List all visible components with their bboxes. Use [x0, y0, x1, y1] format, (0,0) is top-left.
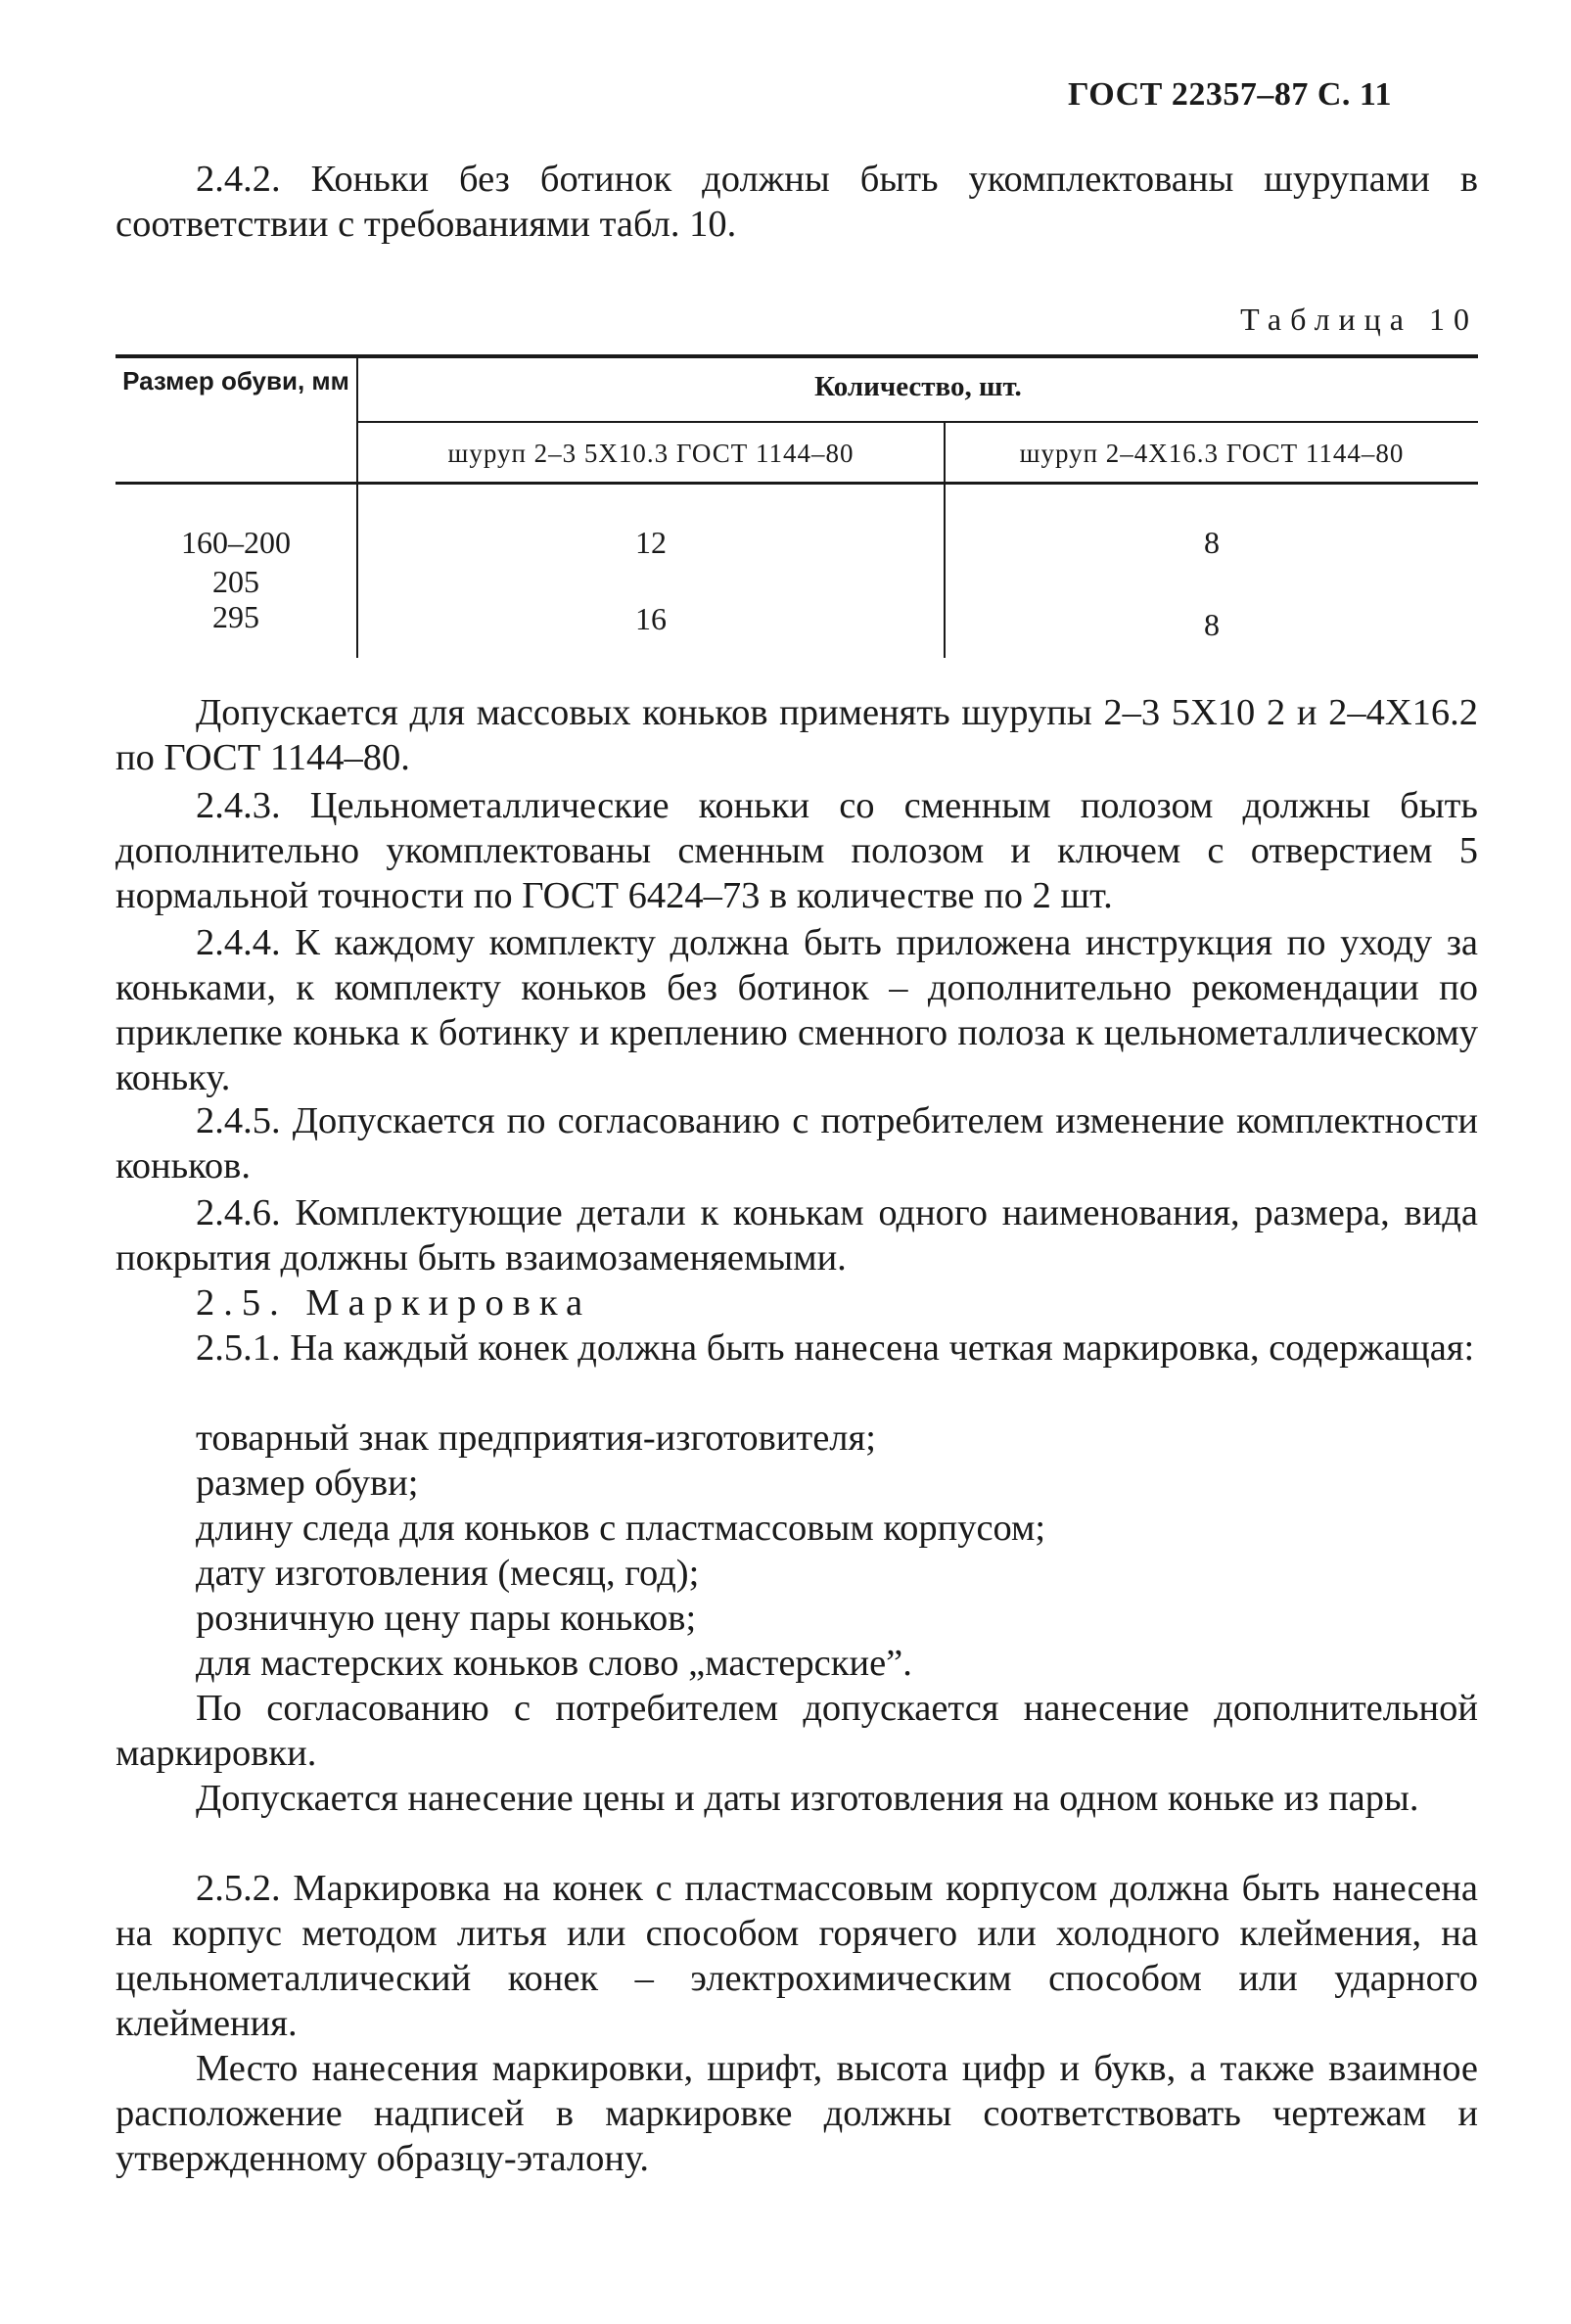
row-screw-b: 8 — [1204, 525, 1220, 560]
section-title-marking: 2.5. Маркировка — [196, 1282, 592, 1324]
running-header: ГОСТ 22357–87 С. 11 — [1067, 76, 1392, 113]
paragraph-2-4-3: 2.4.3. Цельнометаллические коньки со сменным полозом должны быть дополнительно укомплектованы сменным полозом и ключем с отверстием 5 нормальной точности по ГОСТ 6424–73 в количестве по 2 шт. — [116, 785, 1478, 916]
paragraph-2-4-2: 2.4.2. Коньки без ботинок должны быть укомплектованы шурупами в соответствии с требованиями табл. 10. — [116, 159, 1478, 245]
header-size: Размер обуви, мм — [122, 366, 349, 395]
paragraph-2-5-2: 2.5.2. Маркировка на конек с пластмассовым корпусом должна быть нанесена на корпус методом литья или способом горячего или холодного клеймения, на цельнометаллический конек – электрохимическим способом или ударного клеймения. — [116, 1868, 1478, 2044]
row-screw-a: 12 — [635, 525, 667, 560]
paragraph-note-screws: Допускается для массовых коньков применять шурупы 2–3 5Х10 2 и 2–4Х16.2 по ГОСТ 1144–80. — [116, 692, 1478, 778]
row-screw-b: 8 — [1204, 607, 1220, 642]
paragraph-2-5-1: 2.5.1. На каждый конек должна быть нанесена четкая маркировка, содержащая: — [196, 1327, 1475, 1369]
paragraph-price-date: Допускается нанесение цены и даты изготовления на одном коньке из пары. — [196, 1778, 1419, 1819]
marking-list-item: размер обуви; — [196, 1463, 419, 1504]
table-caption: Таблица 10 — [1240, 302, 1478, 337]
paragraph-2-4-6: 2.4.6. Комплектующие детали к конькам одного наименования, размера, вида покрытия должны быть взаимозаменяемыми. — [116, 1192, 1478, 1278]
row-size: 160–200 — [181, 525, 291, 560]
header-screw-a: шуруп 2–3 5Х10.3 ГОСТ 1144–80 — [447, 439, 855, 468]
marking-list-item: розничную цену пары коньков; — [196, 1598, 697, 1639]
marking-list-item: длину следа для коньков с пластмассовым корпусом; — [196, 1508, 1046, 1549]
header-quantity: Количество, шт. — [814, 371, 1022, 402]
marking-list-item: товарный знак предприятия-изготовителя; — [196, 1418, 876, 1459]
paragraph-2-4-5: 2.4.5. Допускается по согласованию с потребителем изменение комплектности коньков. — [116, 1100, 1478, 1186]
row-size: 295 — [212, 599, 259, 634]
paragraph-marking-place: Место нанесения маркировки, шрифт, высота цифр и букв, а также взаимное расположение надписей в маркировке должны соответствовать чертежам и утвержденному образцу-эталону. — [116, 2048, 1478, 2179]
header-screw-b: шуруп 2–4Х16.3 ГОСТ 1144–80 — [1019, 439, 1405, 468]
marking-list-item: дату изготовления (месяц, год); — [196, 1553, 700, 1594]
table-10 — [116, 354, 1478, 658]
paragraph-2-4-4: 2.4.4. К каждому комплекту должна быть приложена инструкция по уходу за коньками, к комплекту коньков без ботинок – дополнительно рекомендации по приклепке конька к ботинку и креплению сменного полоза к цельнометаллическому коньку. — [116, 922, 1478, 1098]
row-screw-a: 16 — [635, 601, 667, 636]
row-size: 205 — [212, 564, 259, 599]
paragraph-additional-marking: По согласованию с потребителем допускается нанесение дополнительной маркировки. — [116, 1688, 1478, 1774]
marking-list-item: для мастерских коньков слово „мастерские”. — [196, 1643, 912, 1684]
